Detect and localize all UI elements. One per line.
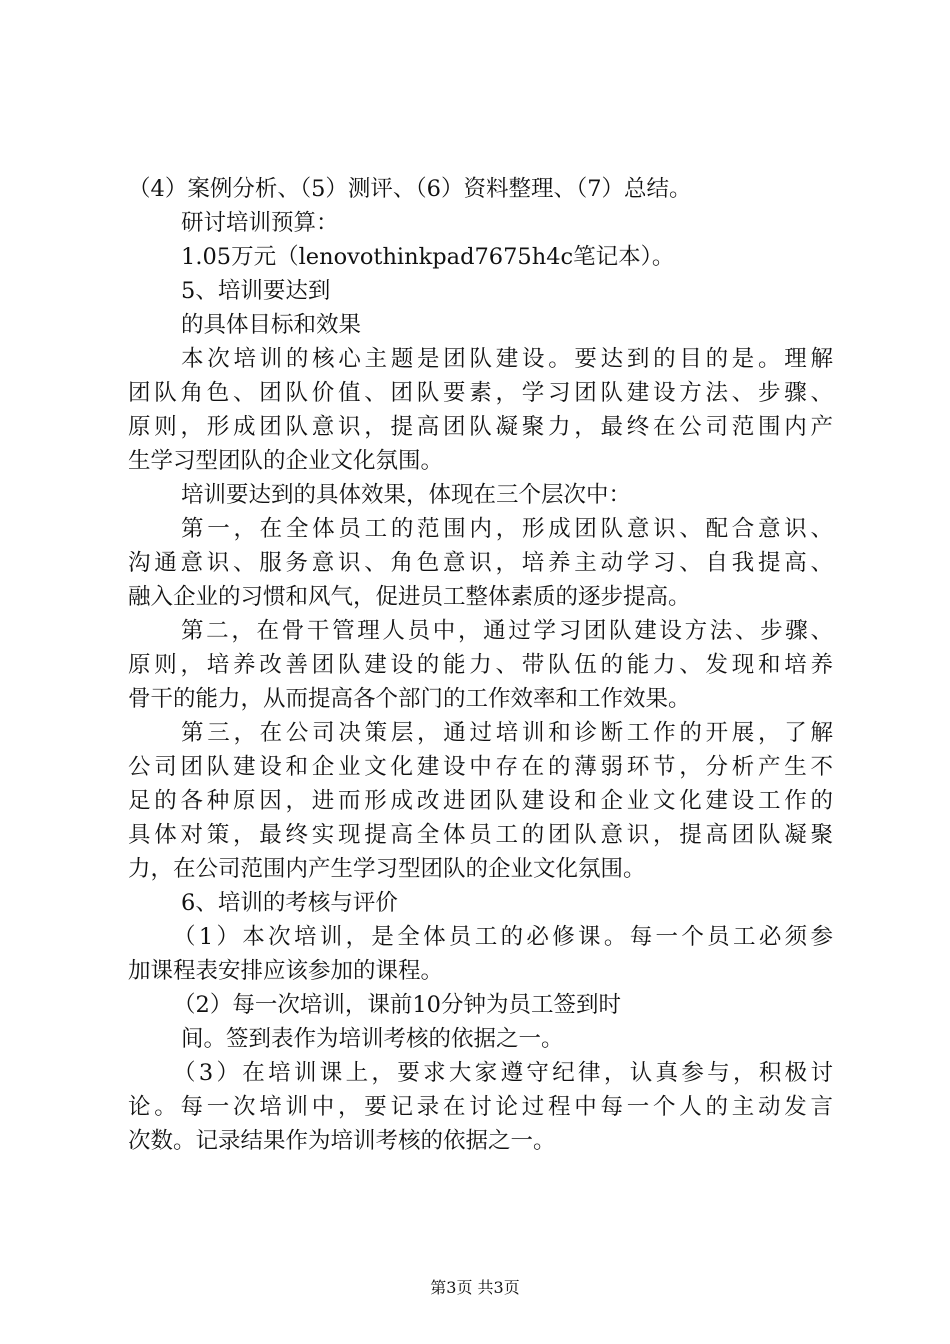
- text-line: 间。签到表作为培训考核的依据之一。: [181, 1026, 564, 1052]
- page-footer: 第3页 共3页: [430, 1278, 520, 1297]
- text-line: 公司团队建设和企业文化建设中存在的薄弱环节，分析产生不: [128, 754, 833, 780]
- text-line: 团队角色、团队价值、团队要素，学习团队建设方法、步骤、: [128, 380, 833, 406]
- text-line: 沟通意识、服务意识、角色意识，培养主动学习、自我提高、: [128, 550, 833, 576]
- text-line: 融入企业的习惯和风气，促进员工整体素质的逐步提高。: [128, 584, 691, 610]
- text-line: 加课程表安排应该参加的课程。: [128, 958, 444, 984]
- section-heading: 5、培训要达到: [181, 278, 331, 304]
- text-line: 骨干的能力，从而提高各个部门的工作效率和工作效果。: [128, 686, 691, 712]
- text-line: 力，在公司范围内产生学习型团队的企业文化氛围。: [128, 856, 646, 882]
- text-line: （2）每一次培训，课前10分钟为员工签到时: [173, 992, 621, 1018]
- document-body: [128, 172, 833, 1158]
- text-line: 具体对策，最终实现提高全体员工的团队意识，提高团队凝聚: [128, 822, 833, 848]
- text-line: 第一，在全体员工的范围内，形成团队意识、配合意识、: [181, 516, 833, 542]
- text-line: 足的各种原因，进而形成改进团队建设和企业文化建设工作的: [128, 788, 833, 814]
- text-line: 生学习型团队的企业文化氛围。: [128, 448, 444, 474]
- text-line: （3）在培训课上，要求大家遵守纪律，认真参与，积极讨: [173, 1060, 833, 1086]
- section-heading: 6、培训的考核与评价: [181, 890, 398, 916]
- text-line: （4）案例分析、（5）测评、（6）资料整理、（7）总结。: [128, 176, 692, 202]
- text-line: 原则，形成团队意识，提高团队凝聚力，最终在公司范围内产: [128, 414, 833, 440]
- text-line: 论。每一次培训中，要记录在讨论过程中每一个人的主动发言: [128, 1094, 833, 1120]
- text-line: 1.05万元（lenovothinkpad7675h4c笔记本）。: [181, 244, 675, 270]
- text-line: 培训要达到的具体效果，体现在三个层次中：: [181, 482, 632, 508]
- text-line: 第三，在公司决策层，通过培训和诊断工作的开展，了解: [181, 720, 833, 746]
- text-line: 研讨培训预算：: [181, 210, 339, 236]
- text-line: 第二，在骨干管理人员中，通过学习团队建设方法、步骤、: [181, 618, 833, 644]
- text-line: 次数。记录结果作为培训考核的依据之一。: [128, 1128, 556, 1154]
- text-line: （1）本次培训，是全体员工的必修课。每一个员工必须参: [173, 924, 833, 950]
- text-line: 原则，培养改善团队建设的能力、带队伍的能力、发现和培养: [128, 652, 833, 678]
- text-line: 本次培训的核心主题是团队建设。要达到的目的是。理解: [181, 346, 833, 372]
- section-heading: 的具体目标和效果: [181, 312, 362, 338]
